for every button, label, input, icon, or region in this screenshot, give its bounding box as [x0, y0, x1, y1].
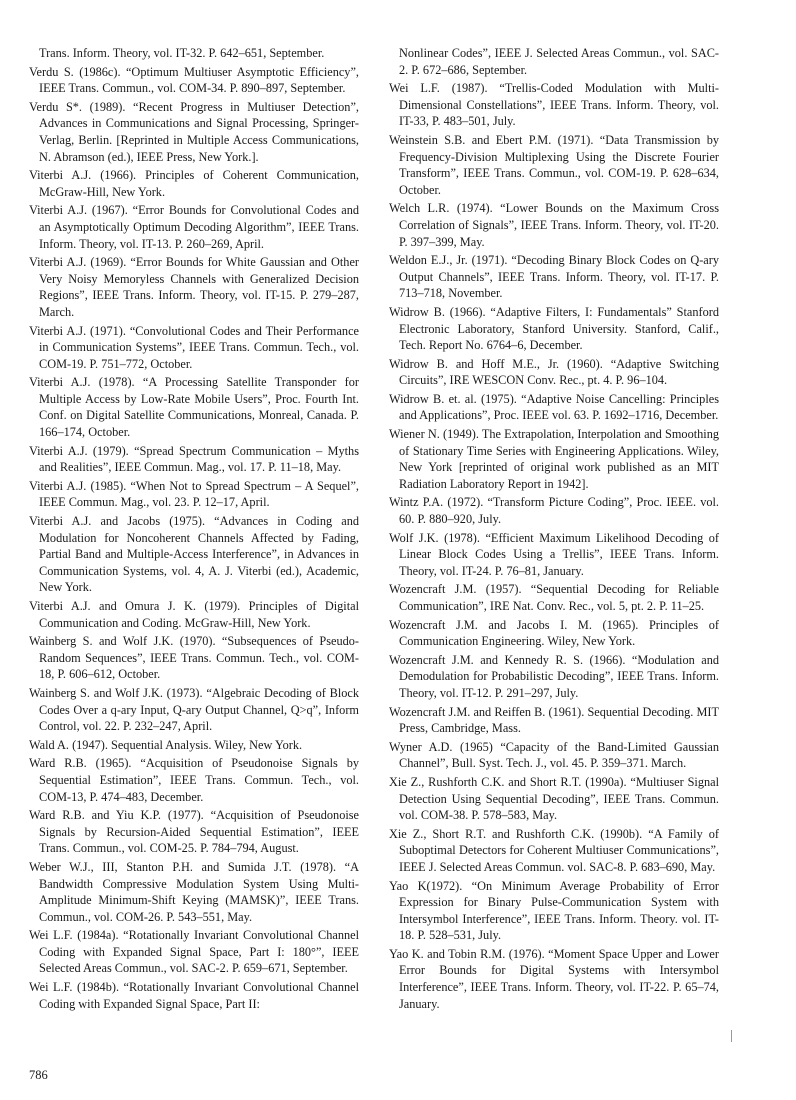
reference-entry: Xie Z., Rushforth C.K. and Short R.T. (1990a). “Multiuser Signal Detection Using Sequential Decoding”, IEEE Trans. Commun. vol. COM-38. P. 578–583, May. — [389, 774, 719, 823]
reference-entry: Wiener N. (1949). The Extrapolation, Interpolation and Smoothing of Stationary Time Series with Engineering Applications. Wiley, New York [reprinted of original work published as an MIT Radiation Laboratory Report in 1942]. — [389, 427, 719, 491]
reference-entry: Wyner A.D. (1965) “Capacity of the Band-Limited Gaussian Channel”, Bull. Syst. Tech. J., vol. 45. P. 359–371. March. — [389, 739, 719, 771]
reference-entry: Wainberg S. and Wolf J.K. (1973). “Algebraic Decoding of Block Codes Over a q-ary Input, Q-ary Output Channel, Q>q”, Inform Control, vol. 22. P. 232–247, April. — [29, 685, 359, 734]
reference-entry: Wolf J.K. (1978). “Efficient Maximum Likelihood Decoding of Linear Block Codes Using a Trellis”, IEEE Trans. Inform. Theory, vol. IT-24. P. 76–81, January. — [389, 530, 719, 578]
reference-entry: Yao K(1972). “On Minimum Average Probability of Error Expression for Binary Pulse-Communication System with Intersymbol Interference”, IEEE Trans. Inform. Theory. vol. IT-18. P. 528–531, July. — [389, 878, 719, 943]
reference-entry: Welch L.R. (1974). “Lower Bounds on the Maximum Cross Correlation of Signals”, IEEE Trans. Inform. Theory, vol. IT-20. P. 397–399, May. — [389, 201, 719, 249]
reference-entry: Verdu S. (1986c). “Optimum Multiuser Asymptotic Efficiency”, IEEE Trans. Commun., vol. COM-34. P. 890–897, September. — [29, 64, 359, 96]
reference-entry: Ward R.B. (1965). “Acquisition of Pseudonoise Signals by Sequential Estimation”, IEEE Trans. Commun. Tech., vol. COM-13, P. 474–483, December. — [29, 756, 359, 804]
reference-entry: Wozencraft J.M. and Jacobs I. M. (1965). Principles of Communication Engineering. Wiley, New York. — [389, 617, 719, 649]
reference-entry: Ward R.B. and Yiu K.P. (1977). “Acquisition of Pseudonoise Signals by Recursion-Aided Sequential Estimation”, IEEE Trans. Commun., vol. COM-25. P. 784–794, August. — [29, 808, 359, 856]
reference-entry: Wainberg S. and Wolf J.K. (1970). “Subsequences of Pseudo-Random Sequences”, IEEE Trans. Commun. Tech., vol. COM-18, P. 606–612, October. — [29, 634, 359, 682]
page-number: 786 — [29, 1068, 48, 1082]
reference-entry: Widrow B. and Hoff M.E., Jr. (1960). “Adaptive Switching Circuits”, IRE WESCON Conv. Rec., pt. 4. P. 96–104. — [389, 356, 719, 388]
reference-entry: Wei L.F. (1984a). “Rotationally Invariant Convolutional Channel Coding with Expanded Signal Space, Part I: 180°”, IEEE Selected Areas Commun., vol. SAC-2. P. 659–671, September. — [29, 928, 359, 976]
reference-entry: Wald A. (1947). Sequential Analysis. Wiley, New York. — [29, 737, 303, 752]
reference-entry: Viterbi A.J. (1971). “Convolutional Codes and Their Performance in Communication Systems”, IEEE Trans. Commun. Tech., vol. COM-19. P. 751–772, October. — [29, 323, 359, 371]
reference-entry: Viterbi A.J. (1969). “Error Bounds for White Gaussian and Other Very Noisy Memoryless Channels with Generalized Decision Regions”, IEEE Trans. Inform. Theory, vol. IT-15. P. 279–287, March. — [29, 255, 359, 319]
left-column — [29, 45, 359, 1014]
reference-entry: Viterbi A.J. (1966). Principles of Coherent Communication, McGraw-Hill, New York. — [29, 168, 359, 199]
reference-entry: Viterbi A.J. and Jacobs (1975). “Advances in Coding and Modulation for Noncoherent Channels Affected by Fading, Partial Band and Multiple-Access Interference”, in Advances in Communication Systems, vol. 4, A. J. Viterbi (ed.), Academic, New York. — [29, 514, 359, 595]
reference-entry: Wozencraft J.M. and Reiffen B. (1961). Sequential Decoding. MIT Press, Cambridge, Mass. — [389, 704, 719, 736]
reference-entry: Viterbi A.J. (1978). “A Processing Satellite Transponder for Multiple Access by Low-Rate Mobile Users”, Proc. Fourth Int. Conf. on Digital Satellite Communications, Monreal, Canada. P. 166–174, October. — [29, 375, 359, 440]
reference-entry: Viterbi A.J. (1985). “When Not to Spread Spectrum – A Sequel”, IEEE Commun. Mag., vol. 23. P. 12–17, April. — [29, 478, 359, 510]
reference-entry: Yao K. and Tobin R.M. (1976). “Moment Space Upper and Lower Error Bounds for Digital Systems with Intersymbol Interference”, IEEE Trans. Inform. Theory, vol. IT-22. P. 65–74, January. — [389, 946, 719, 1011]
reference-entry: Weldon E.J., Jr. (1971). “Decoding Binary Block Codes on Q-ary Output Channels”, IEEE Trans. Inform. Theory, vol. IT-17. P. 713–718, November. — [389, 253, 719, 301]
reference-entry: Viterbi A.J. (1967). “Error Bounds for Convolutional Codes and an Asymptotically Optimum Decoding Algorithm”, IEEE Trans. Inform. Theory, vol. IT-13. P. 260–269, April. — [29, 203, 359, 251]
reference-entry: Widrow B. et. al. (1975). “Adaptive Noise Cancelling: Principles and Applications”, Proc. IEEE vol. 63. P. 1692–1716, December. — [389, 391, 719, 423]
reference-entry: Wozencraft J.M. and Kennedy R. S. (1966). “Modulation and Demodulation for Probabilistic Decoding”, IEEE Trans. Inform. Theory, vol. IT-12. P. 291–297, July. — [389, 652, 719, 700]
reference-entry: Viterbi A.J. and Omura J. K. (1979). Principles of Digital Communication and Coding. McGraw-Hill, New York. — [29, 599, 359, 630]
reference-entry: Wintz P.A. (1972). “Transform Picture Coding”, Proc. IEEE. vol. 60. P. 880–920, July. — [389, 495, 719, 527]
right-column — [389, 45, 719, 1014]
reference-entry: Wei L.F. (1984b). “Rotationally Invariant Convolutional Channel Coding with Expanded Signal Space, Part II: — [29, 980, 359, 1011]
reference-entry: Trans. Inform. Theory, vol. IT-32. P. 642–651, September. — [39, 46, 325, 60]
reference-entry: Xie Z., Short R.T. and Rushforth C.K. (1990b). “A Family of Suboptimal Detectors for Coherent Multiuser Communications”, IEEE J. Selected Areas Commun. vol. SAC-8. P. 683–690, May. — [389, 826, 719, 874]
margin-mark — [731, 1030, 732, 1042]
reference-entry: Weinstein S.B. and Ebert P.M. (1971). “Data Transmission by Frequency-Division Multiplexing Using the Discrete Fourier Transform”, IEEE Trans. Commun., vol. COM-19. P. 628–634, October. — [389, 132, 719, 197]
reference-entry: Wozencraft J.M. (1957). “Sequential Decoding for Reliable Communication”, IRE Nat. Conv. Rec., vol. 5, pt. 2. P. 11–25. — [389, 582, 719, 613]
reference-entry: Verdu S*. (1989). “Recent Progress in Multiuser Detection”, Advances in Communications and Signal Processing, Springer-Verlag, Berlin. [Reprinted in Multiple Access Communications, N. Abramson (ed.), IEEE Press, New York.]. — [29, 99, 359, 164]
reference-entry: Widrow B. (1966). “Adaptive Filters, I: Fundamentals” Stanford Electronic Laboratory, Stanford University. Stanford, Calif., Tech. Report No. 6764–6, December. — [389, 304, 719, 353]
reference-entry: Weber W.J., III, Stanton P.H. and Sumida J.T. (1978). “A Bandwidth Compressive Modulation System Using Multi-Amplitude Minimum-Shift Keying (MAMSK)”, IEEE Trans. Commun., vol. COM-26. P. 543–551, May. — [29, 859, 359, 924]
reference-entry: Nonlinear Codes”, IEEE J. Selected Areas Commun., vol. SAC-2. P. 672–686, September. — [399, 46, 719, 77]
reference-entry: Viterbi A.J. (1979). “Spread Spectrum Communication – Myths and Realities”, IEEE Commun. Mag., vol. 17. P. 11–18, May. — [29, 443, 359, 475]
reference-entry: Wei L.F. (1987). “Trellis-Coded Modulation with Multi-Dimensional Constellations”, IEEE Trans. Inform. Theory, vol. IT-33, P. 483–501, July. — [389, 81, 719, 129]
